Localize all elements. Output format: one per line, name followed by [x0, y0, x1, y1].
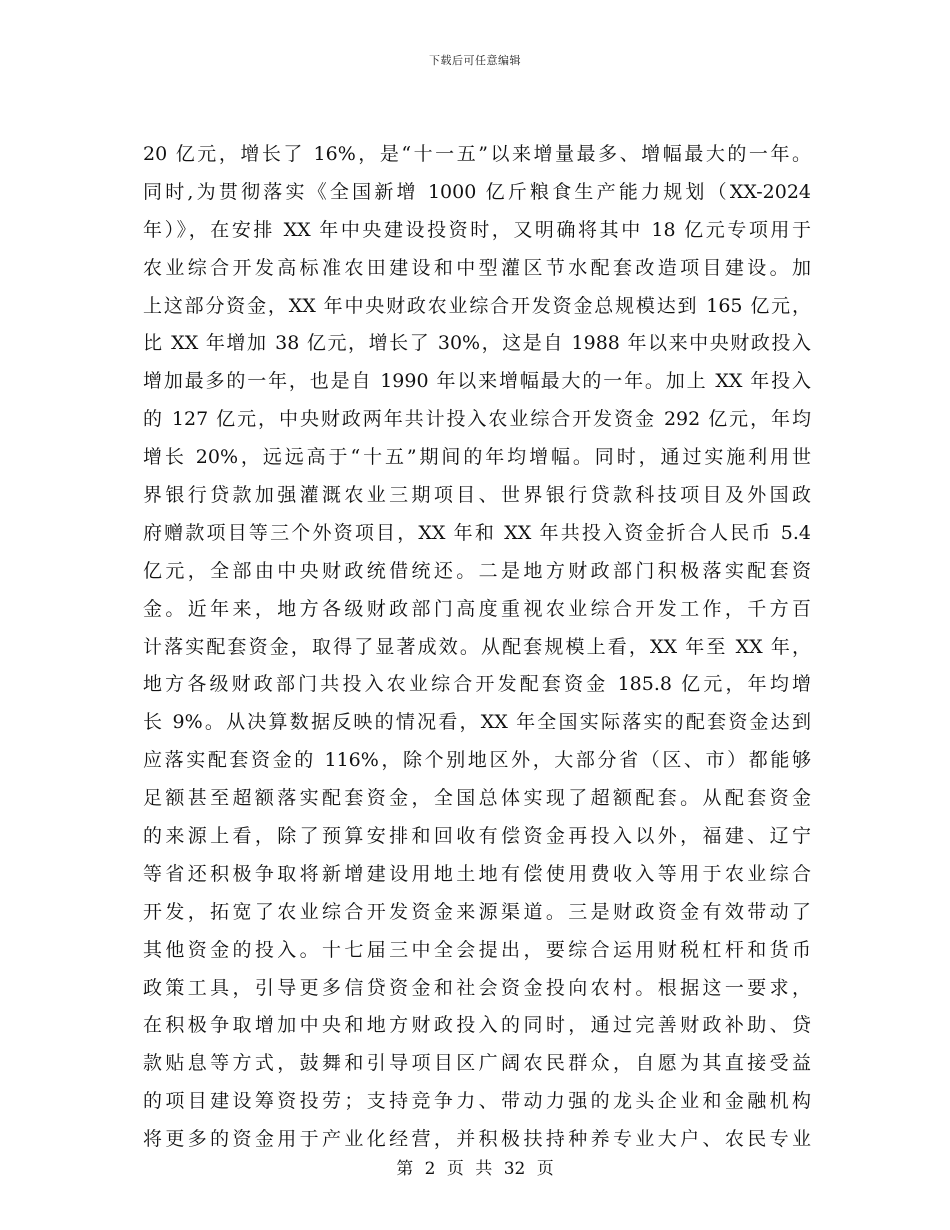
body-line: 金。近年来，地方各级财政部门高度重视农业综合开发工作，千方百 — [143, 597, 811, 620]
body-line: 长 9%。从决算数据反映的情况看，XX 年全国实际落实的配套资金达到 — [143, 711, 811, 734]
page-header: 下载后可任意编辑 — [429, 54, 521, 67]
body-line: 政策工具，引导更多信贷资金和社会资金投向农村。根据这一要求， — [143, 976, 811, 999]
body-line: 农业综合开发高标准农田建设和中型灌区节水配套改造项目建设。加 — [143, 256, 811, 279]
body-line: 足额甚至超额落实配套资金，全国总体实现了超额配套。从配套资金 — [143, 787, 811, 810]
body-line: 比 XX 年增加 38 亿元，增长了 30%，这是自 1988 年以来中央财政投入 — [143, 332, 811, 355]
body-line: 增加最多的一年，也是自 1990 年以来增幅最大的一年。加上 XX 年投入 — [143, 370, 811, 393]
body-line: 的 127 亿元，中央财政两年共计投入农业综合开发资金 292 亿元，年均 — [143, 408, 811, 431]
body-line: 其他资金的投入。十七届三中全会提出，要综合运用财税杠杆和货币 — [143, 938, 811, 961]
body-line: 的来源上看，除了预算安排和回收有偿资金再投入以外，福建、辽宁 — [143, 825, 811, 848]
body-line: 增长 20%，远远高于“十五”期间的年均增幅。同时，通过实施利用世 — [143, 446, 811, 469]
body-line: 界银行贷款加强灌溉农业三期项目、世界银行贷款科技项目及外国政 — [143, 484, 811, 507]
body-line: 款贴息等方式，鼓舞和引导项目区广阔农民群众，自愿为其直接受益 — [143, 1052, 811, 1075]
body-line: 上这部分资金，XX 年中央财政农业综合开发资金总规模达到 165 亿元， — [143, 294, 811, 317]
body-line: 在积极争取增加中央和地方财政投入的同时，通过完善财政补助、贷 — [143, 1014, 811, 1037]
body-line: 地方各级财政部门共投入农业综合开发配套资金 185.8 亿元，年均增 — [143, 673, 811, 696]
body-line: 应落实配套资金的 116%，除个别地区外，大部分省（区、市）都能够 — [143, 749, 811, 772]
body-line: 计落实配套资金，取得了显著成效。从配套规模上看，XX 年至 XX 年， — [143, 635, 811, 658]
body-line: 同时,为贯彻落实《全国新增 1000 亿斤粮食生产能力规划（XX-2024 — [143, 180, 811, 203]
document-body — [143, 136, 811, 1159]
body-line: 将更多的资金用于产业化经营，并积极扶持种养专业大户、农民专业 — [143, 1128, 811, 1151]
body-line: 开发，拓宽了农业综合开发资金来源渠道。三是财政资金有效带动了 — [143, 900, 811, 923]
page-number-footer: 第 2 页 共 32 页 — [396, 1159, 554, 1179]
body-line: 20 亿元，增长了 16%，是“十一五”以来增量最多、增幅最大的一年。 — [143, 143, 811, 165]
body-line: 府赠款项目等三个外资项目，XX 年和 XX 年共投入资金折合人民币 5.4 — [143, 521, 811, 544]
body-line: 亿元，全部由中央财政统借统还。二是地方财政部门积极落实配套资 — [143, 559, 811, 582]
body-line: 年）》，在安排 XX 年中央建设投资时，又明确将其中 18 亿元专项用于 — [143, 218, 811, 241]
body-line: 等省还积极争取将新增建设用地土地有偿使用费收入等用于农业综合 — [143, 862, 811, 885]
body-line: 的项目建设筹资投劳；支持竞争力、带动力强的龙头企业和金融机构 — [143, 1090, 811, 1113]
